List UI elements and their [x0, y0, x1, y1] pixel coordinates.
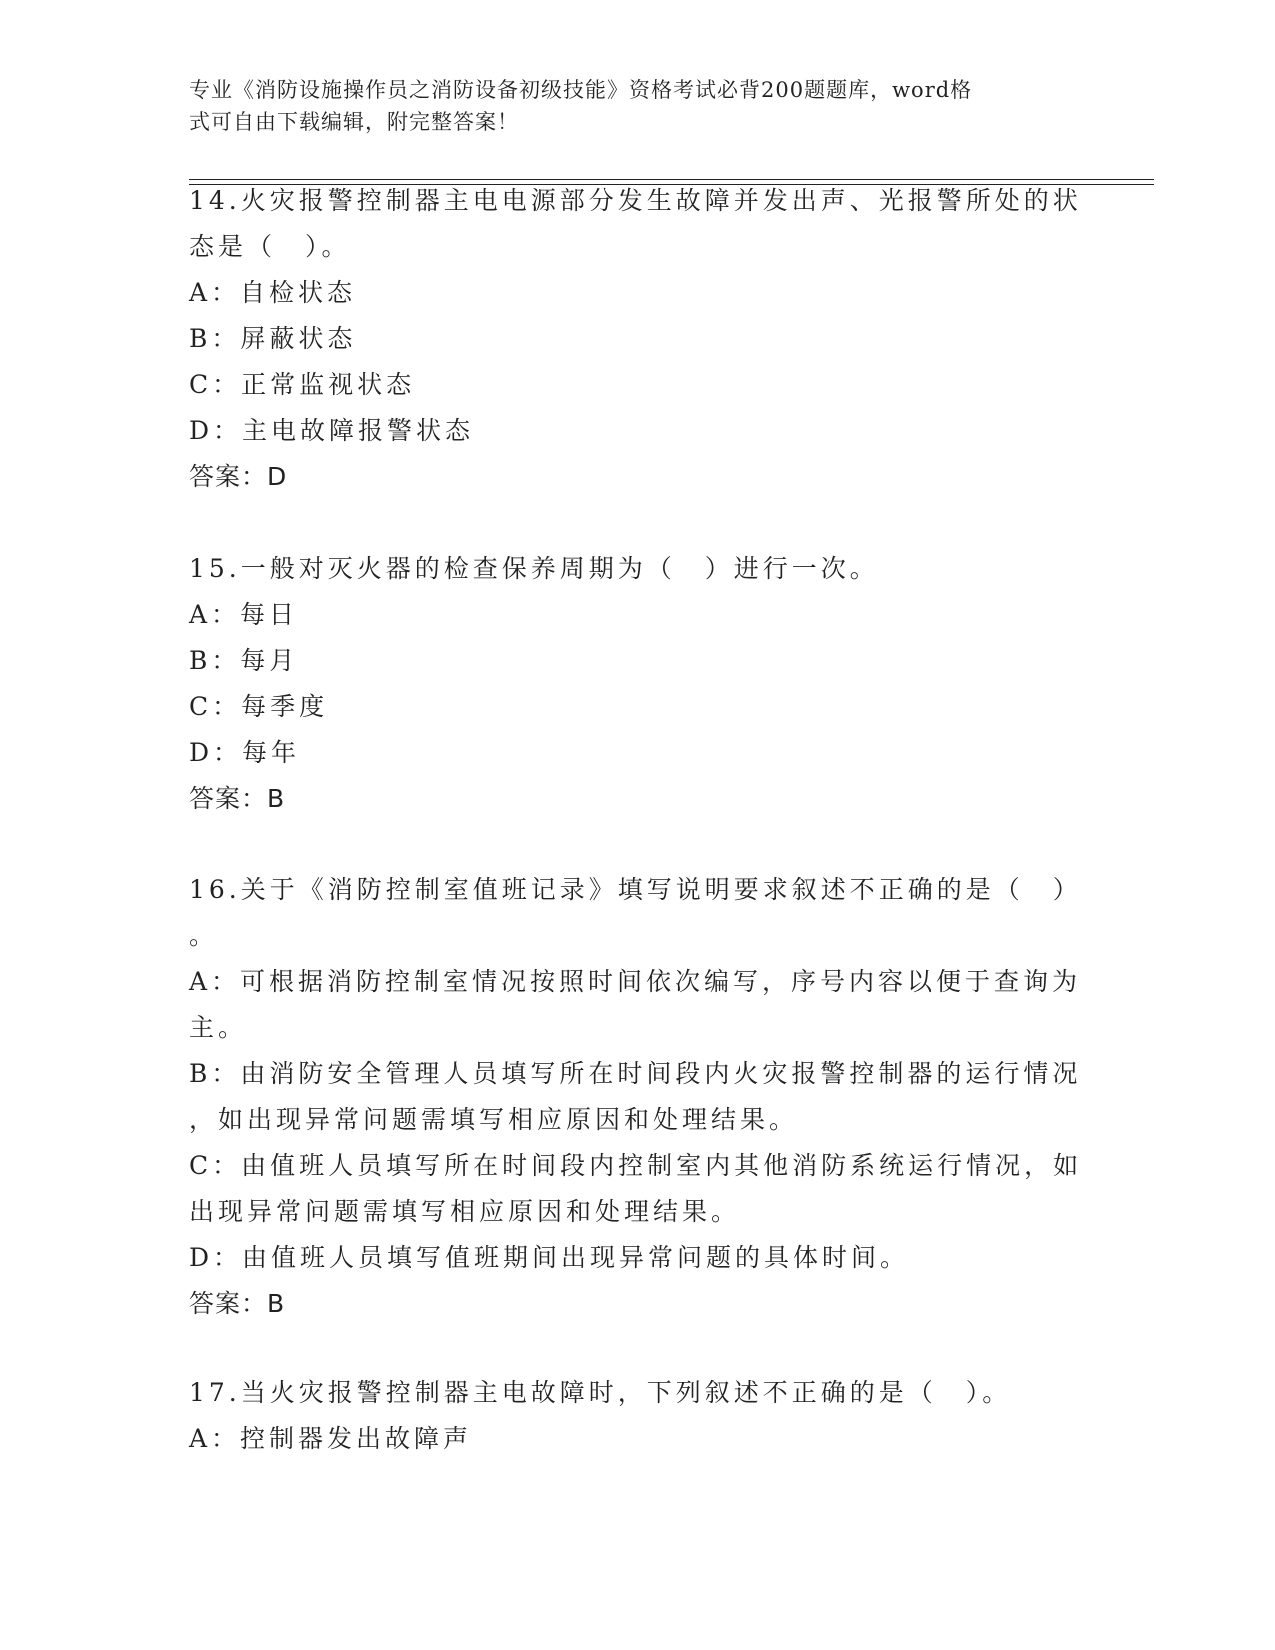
option-line: D：主电故障报警状态: [189, 416, 475, 445]
option-d: [189, 730, 1069, 776]
option-b: [189, 1051, 1082, 1143]
question-stem-line: 16.关于《消防控制室值班记录》填写说明要求叙述不正确的是（ ）: [189, 875, 1082, 904]
option-b: [189, 638, 1069, 684]
question-stem: [189, 1370, 1069, 1416]
option-line: A：每日: [189, 600, 299, 629]
option-a: [189, 270, 1069, 316]
question-stem-line: 17.当火灾报警控制器主电故障时，下列叙述不正确的是（ ）。: [189, 1378, 1012, 1407]
option-line: B：每月: [189, 646, 299, 675]
question-15: [189, 546, 1069, 822]
option-line: B：屏蔽状态: [189, 324, 357, 353]
option-d: [189, 408, 1069, 454]
option-line: D：由值班人员填写值班期间出现异常问题的具体时间。: [189, 1243, 910, 1272]
question-stem: [189, 178, 1082, 270]
option-a: [189, 959, 1082, 1051]
document-header: [189, 74, 1069, 138]
option-line: 主。: [189, 1013, 248, 1042]
question-stem-line: 14.火灾报警控制器主电电源部分发生故障并发出声、光报警所处的状: [189, 186, 1082, 215]
question-14: [189, 178, 1082, 500]
option-line: ，如出现异常问题需填写相应原因和处理结果。: [189, 1105, 799, 1134]
option-line: C：正常监视状态: [189, 370, 416, 399]
question-stem: [189, 546, 1069, 592]
option-line: A：控制器发出故障声: [189, 1424, 473, 1453]
option-a: [189, 592, 1069, 638]
header-line-2: 式可自由下载编辑，附完整答案！: [189, 110, 519, 134]
answer: 答案：B: [189, 784, 286, 813]
option-c: [189, 1143, 1083, 1235]
option-line: C：由值班人员填写所在时间段内控制室内其他消防系统运行情况，如: [189, 1151, 1083, 1180]
option-a: [189, 1416, 1069, 1462]
option-line: D：每年: [189, 738, 301, 767]
answer: 答案：D: [189, 462, 288, 491]
question-17: [189, 1370, 1069, 1462]
option-c: [189, 362, 1069, 408]
question-stem-line: 。: [189, 921, 219, 950]
option-d: [189, 1235, 1069, 1281]
option-line: C：每季度: [189, 692, 329, 721]
answer: 答案：B: [189, 1289, 286, 1318]
option-line: A：可根据消防控制室情况按照时间依次编写，序号内容以便于查询为: [189, 967, 1082, 996]
header-line-1: 专业《消防设施操作员之消防设备初级技能》资格考试必背200题题库，word格: [189, 78, 973, 102]
option-line: 出现异常问题需填写相应原因和处理结果。: [189, 1197, 741, 1226]
question-stem-line: 15.一般对灭火器的检查保养周期为（ ）进行一次。: [189, 554, 879, 583]
option-c: [189, 684, 1069, 730]
question-16: [189, 867, 1083, 1327]
option-line: A：自检状态: [189, 278, 357, 307]
option-b: [189, 316, 1069, 362]
question-stem-line: 态是（ ）。: [189, 232, 351, 261]
question-stem: [189, 867, 1082, 959]
option-line: B：由消防安全管理人员填写所在时间段内火灾报警控制器的运行情况: [189, 1059, 1082, 1088]
